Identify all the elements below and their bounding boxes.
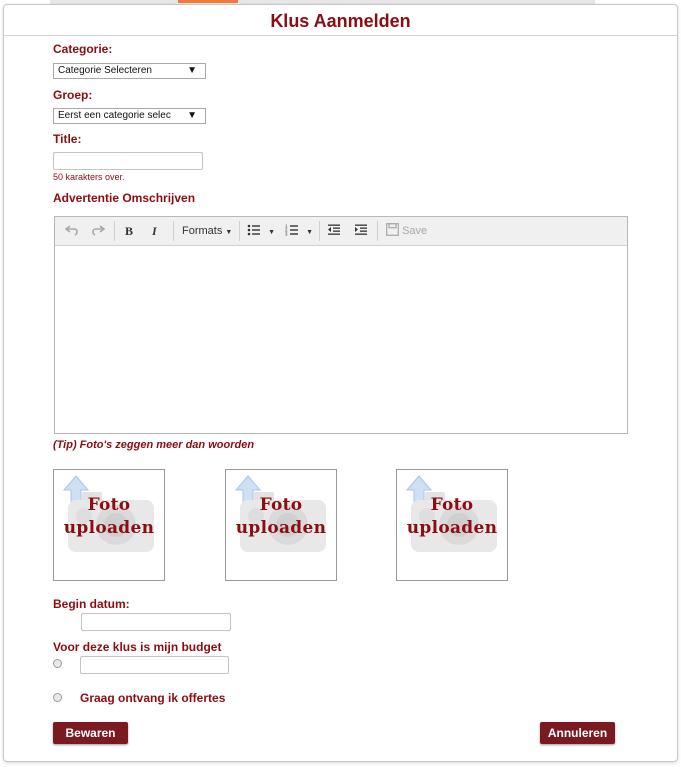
svg-text:3: 3 [285, 231, 288, 237]
categorie-label: Categorie: [53, 42, 113, 56]
title-label: Title: [53, 132, 82, 146]
begin-date-label: Begin datum: [53, 597, 130, 611]
photo-upload-1[interactable] [53, 469, 165, 581]
photo-upload-label-line2: uploaden [63, 518, 155, 538]
toolbar-separator [239, 221, 240, 241]
photo-upload-label-line2: uploaden [406, 518, 498, 538]
formats-label: Formats [182, 225, 223, 237]
offers-radio[interactable] [53, 693, 62, 702]
caret-down-icon: ▼ [225, 229, 233, 236]
photo-upload-2[interactable] [225, 469, 337, 581]
budget-label: Voor deze klus is mijn budget [53, 640, 222, 654]
indent-icon[interactable] [354, 223, 368, 239]
toolbar-separator [173, 221, 174, 241]
svg-text:2: 2 [285, 227, 288, 233]
title-input[interactable] [53, 152, 203, 170]
categorie-select-value: Categorie Selecteren [58, 65, 152, 76]
chevron-down-icon: ▼ [187, 110, 197, 121]
svg-text:1: 1 [285, 223, 288, 229]
photo-upload-label-line1: Foto [87, 495, 131, 515]
editor-content-area[interactable] [55, 246, 627, 433]
toolbar-separator [319, 221, 320, 241]
numbered-list-button[interactable] [285, 223, 313, 239]
groep-label: Groep: [53, 88, 93, 102]
save-editor-label: Save [402, 225, 428, 237]
editor-toolbar [55, 217, 627, 246]
undo-icon[interactable] [65, 223, 79, 239]
photo-tip: (Tip) Foto's zeggen meer dan woorden [53, 439, 255, 451]
photo-upload-3[interactable] [396, 469, 508, 581]
groep-select[interactable] [53, 108, 206, 124]
budget-input[interactable] [80, 656, 229, 674]
save-icon [386, 223, 399, 236]
toolbar-separator [114, 221, 115, 241]
photo-upload-label-line2: uploaden [235, 518, 327, 538]
redo-icon[interactable] [91, 223, 105, 239]
bullet-list-icon [247, 223, 261, 237]
groep-select-value: Eerst een categorie selec [58, 110, 171, 121]
offers-label: Graag ontvang ik offertes [80, 691, 226, 705]
caret-down-icon: ▼ [268, 229, 275, 236]
dialog-title: Klus Aanmelden [270, 11, 411, 31]
top-strip-accent [178, 0, 238, 3]
chevron-down-icon: ▼ [187, 65, 197, 76]
categorie-select[interactable] [53, 63, 206, 79]
toolbar-separator [377, 221, 378, 241]
save-button[interactable]: Bewaren [53, 722, 128, 744]
photo-upload-label-line1: Foto [259, 495, 303, 515]
rich-text-editor [54, 216, 628, 434]
title-divider [4, 35, 677, 36]
outdent-icon[interactable] [327, 223, 341, 239]
bullet-list-button[interactable] [247, 223, 275, 239]
numbered-list-icon [285, 223, 299, 237]
photo-upload-label-line1: Foto [430, 495, 474, 515]
save-editor-button[interactable] [386, 223, 427, 239]
cancel-button[interactable]: Annuleren [540, 722, 615, 744]
begin-date-input[interactable] [81, 613, 231, 631]
klus-aanmelden-dialog [3, 4, 678, 762]
title-char-counter: 50 karakters over. [53, 172, 125, 182]
budget-radio[interactable] [53, 659, 62, 668]
formats-dropdown[interactable] [182, 223, 232, 239]
caret-down-icon: ▼ [306, 229, 313, 236]
italic-icon[interactable]: I [152, 224, 157, 238]
bold-icon[interactable]: B [125, 224, 134, 238]
description-label: Advertentie Omschrijven [53, 191, 196, 205]
